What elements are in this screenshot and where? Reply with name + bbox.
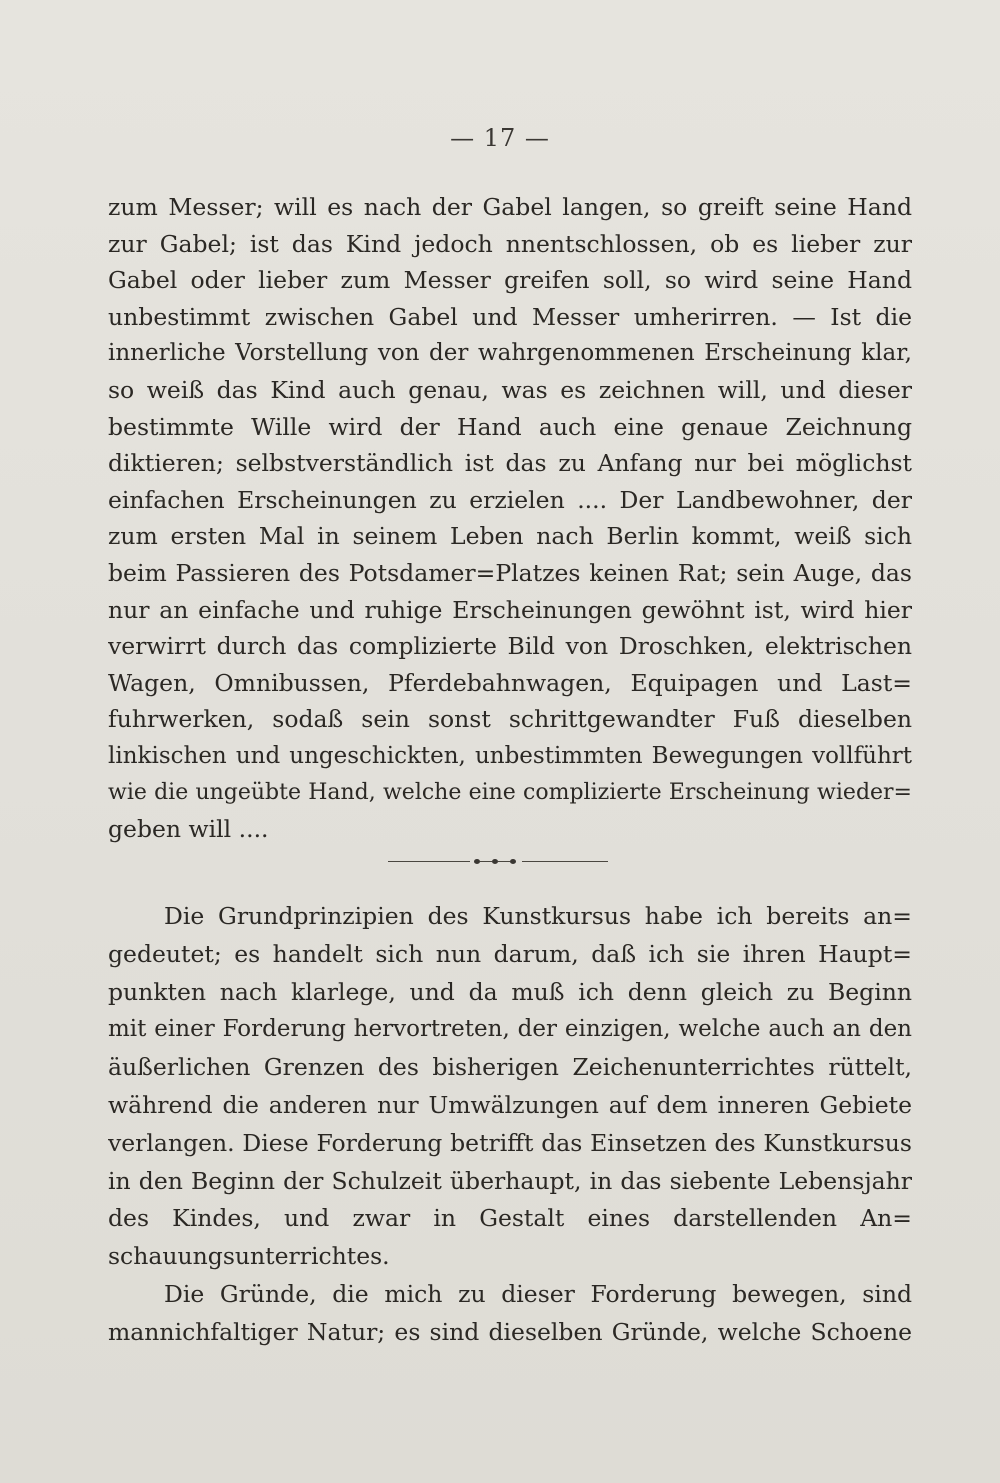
text-line: unbestimmt zwischen Gabel und Messer umherirren. — Ist die xyxy=(108,302,912,331)
text-line: geben will .... xyxy=(108,815,269,844)
text-line: Die Grundprinzipien des Kunstkursus habe ich bereits an= xyxy=(164,902,912,930)
text-line: äußerlichen Grenzen des bisherigen Zeichenunterrichtes rüttelt, xyxy=(108,1053,912,1082)
text-line: linkischen und ungeschickten, unbestimmten Bewegungen vollführt xyxy=(108,742,912,769)
text-line: mannichfaltiger Natur; es sind dieselben Gründe, welche Schoene xyxy=(108,1317,912,1346)
text-line: verwirrt durch das complizierte Bild von Droschken, elektrischen xyxy=(108,632,912,661)
text-line: zum Messer; will es nach der Gabel langen, so greift seine Hand xyxy=(108,193,912,221)
text-line: beim Passieren des Potsdamer=Platzes keinen Rat; sein Auge, das xyxy=(108,558,912,587)
paragraph-2-and-3 xyxy=(108,898,912,1352)
text-line: Wagen, Omnibussen, Pferdebahnwagen, Equipagen und Last= xyxy=(108,668,912,697)
text-line: gedeutet; es handelt sich nun darum, daß ich sie ihren Haupt= xyxy=(108,939,912,968)
section-divider-ornament xyxy=(388,857,608,867)
paragraph-1 xyxy=(108,189,912,848)
page-number: — 17 — xyxy=(450,124,550,152)
text-line: nur an einfache und ruhige Erscheinungen gewöhnt ist, wird hier xyxy=(108,595,912,624)
text-line: einfachen Erscheinungen zu erzielen .... Der Landbewohner, der xyxy=(108,485,912,514)
text-line: diktieren; selbstverständlich ist das zu Anfang nur bei möglichst xyxy=(108,449,912,478)
text-line: punkten nach klarlege, und da muß ich denn gleich zu Beginn xyxy=(108,977,912,1006)
text-line: bestimmte Wille wird der Hand auch eine genaue Zeichnung xyxy=(108,412,912,441)
text-line: Die Gründe, die mich zu dieser Forderung bewegen, sind xyxy=(164,1279,912,1308)
text-line: mit einer Forderung hervortreten, der einzigen, welche auch an den xyxy=(108,1016,912,1043)
text-line: während die anderen nur Umwälzungen auf dem inneren Gebiete xyxy=(108,1090,912,1119)
text-line: fuhrwerken, sodaß sein sonst schrittgewandter Fuß dieselben xyxy=(108,705,912,734)
text-line: zur Gabel; ist das Kind jedoch nnentschlossen, ob es lieber zur xyxy=(108,229,912,258)
text-line: innerliche Vorstellung von der wahrgenommenen Erscheinung klar, xyxy=(108,340,912,367)
text-line: des Kindes, und zwar in Gestalt eines darstellenden An= xyxy=(108,1204,912,1233)
text-line: in den Beginn der Schulzeit überhaupt, in das siebente Lebensjahr xyxy=(108,1166,912,1195)
text-line: zum ersten Mal in seinem Leben nach Berlin kommt, weiß sich xyxy=(108,522,912,551)
text-line: schauungsunterrichtes. xyxy=(108,1242,390,1271)
text-line: wie die ungeübte Hand, welche eine complizierte Erscheinung wieder= xyxy=(108,779,912,805)
text-line: verlangen. Diese Forderung betrifft das Einsetzen des Kunstkursus xyxy=(108,1128,912,1157)
text-line: Gabel oder lieber zum Messer greifen soll, so wird seine Hand xyxy=(108,266,912,295)
text-line: so weiß das Kind auch genau, was es zeichnen will, und dieser xyxy=(108,375,912,404)
